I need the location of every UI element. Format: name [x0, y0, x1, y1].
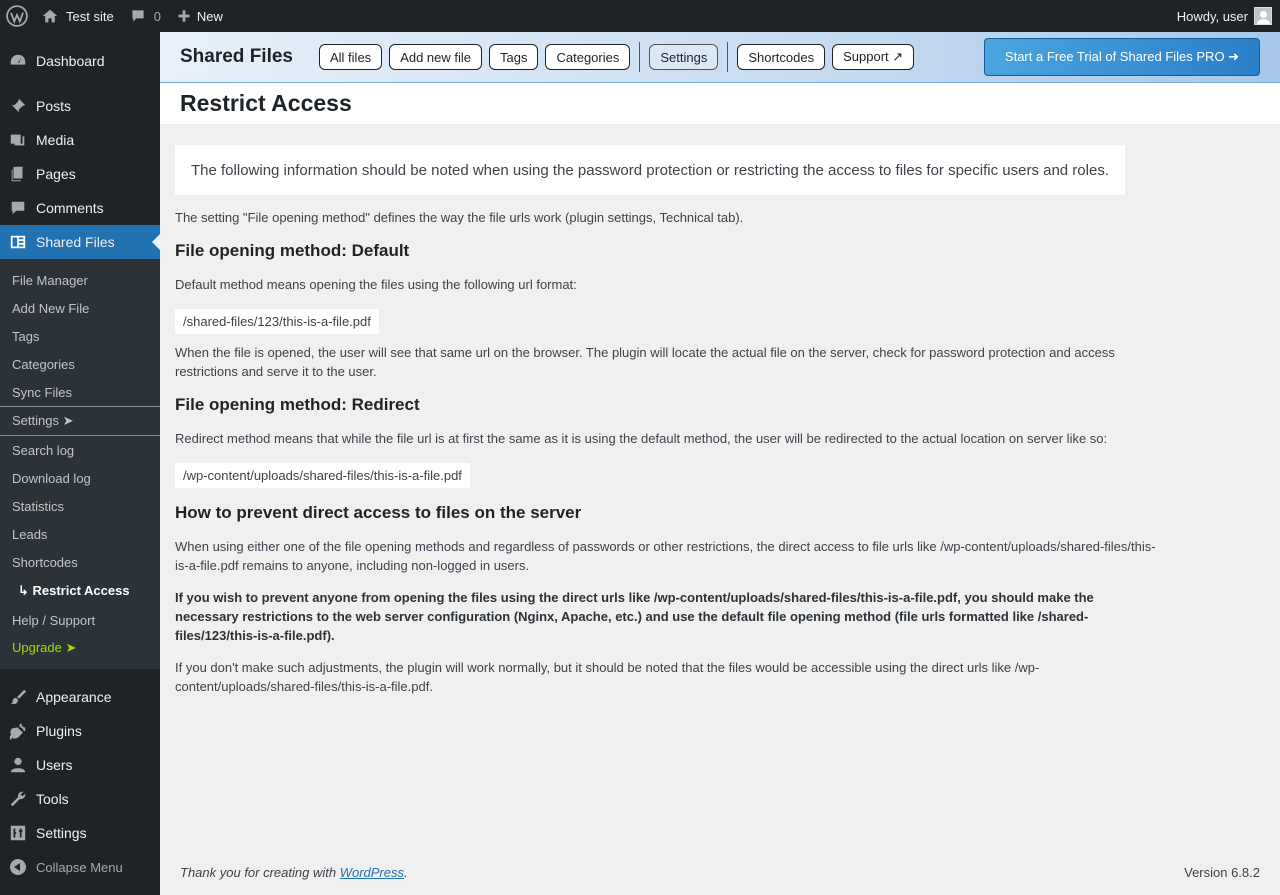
heading-default: File opening method: Default [175, 241, 410, 260]
menu-label: Pages [36, 166, 76, 182]
admin-bar [0, 0, 1280, 32]
info-notice: The following information should be noted when using the password protection or restricting the access to files for specific users and roles. [175, 145, 1125, 195]
plugin-brand: Shared Files [180, 46, 293, 67]
media-icon [0, 131, 36, 149]
add-new-file-button[interactable]: Add new file [389, 44, 482, 70]
wordpress-logo-icon[interactable] [0, 0, 36, 32]
menu-label: Shared Files [36, 234, 115, 250]
menu-shared-files[interactable] [0, 225, 160, 259]
menu-settings[interactable] [0, 816, 160, 850]
pages-icon [0, 165, 36, 183]
submenu-categories[interactable]: Categories [12, 356, 75, 372]
wrench-icon [0, 790, 36, 808]
plugin-icon [0, 722, 36, 740]
collapse-menu-button[interactable] [0, 850, 160, 884]
submenu-settings[interactable]: Settings ➤ [0, 406, 160, 436]
menu-label: Tools [36, 791, 69, 807]
menu-label: Plugins [36, 723, 82, 739]
new-label: New [196, 8, 223, 24]
submenu-statistics[interactable]: Statistics [12, 498, 65, 514]
menu-media[interactable] [0, 123, 160, 157]
footer [180, 865, 1260, 880]
dashboard-icon [0, 52, 36, 70]
submenu-search-log[interactable]: Search log [12, 442, 75, 458]
menu-label: Posts [36, 98, 72, 114]
menu-label: Comments [36, 200, 104, 216]
plus-icon [177, 9, 191, 23]
menu-users[interactable] [0, 748, 160, 782]
header-separator [639, 42, 640, 72]
menu-label: Settings [36, 825, 87, 841]
submenu-help-support[interactable]: Help / Support [12, 612, 96, 628]
site-name: Test site [66, 8, 114, 24]
menu-pages[interactable] [0, 157, 160, 191]
user-icon [0, 756, 36, 774]
avatar [1254, 7, 1272, 25]
heading-prevent: How to prevent direct access to files on the server [175, 503, 582, 522]
pin-icon [0, 97, 36, 115]
plugin-header [160, 32, 1280, 83]
brush-icon [0, 688, 36, 706]
page-title: Restrict Access [180, 90, 352, 116]
submenu-add-new-file[interactable]: Add New File [12, 300, 90, 316]
thanks-prefix: Thank you for creating with [180, 865, 340, 880]
admin-sidebar [0, 32, 160, 895]
new-content-link[interactable] [169, 0, 231, 32]
tags-button[interactable]: Tags [489, 44, 538, 70]
account-menu[interactable] [1169, 0, 1280, 32]
settings-sliders-icon [0, 824, 36, 842]
settings-button[interactable]: Settings [649, 44, 718, 70]
menu-posts[interactable] [0, 89, 160, 123]
howdy-text: Howdy, user [1176, 8, 1248, 24]
title-bar [160, 83, 1280, 124]
support-button[interactable]: Support ↗ [832, 44, 914, 70]
wordpress-link[interactable]: WordPress [339, 865, 404, 880]
submenu-file-manager[interactable]: File Manager [12, 272, 88, 288]
shared-files-icon [0, 233, 36, 251]
comment-icon [130, 8, 146, 24]
menu-label: Appearance [36, 689, 112, 705]
submenu-tags[interactable]: Tags [12, 328, 40, 344]
submenu-download-log[interactable]: Download log [12, 470, 91, 486]
comments-link[interactable] [122, 0, 169, 32]
menu-label: Users [36, 757, 73, 773]
all-files-button[interactable]: All files [319, 44, 382, 70]
submenu-shortcodes[interactable]: Shortcodes [12, 554, 78, 570]
categories-button[interactable]: Categories [545, 44, 630, 70]
menu-dashboard[interactable] [0, 44, 160, 78]
site-name-link[interactable] [36, 0, 122, 32]
redirect-text: Redirect method means that while the file url is at first the same as it is using the default method, the user will be redirected to the actual location on server like so: [175, 431, 1108, 446]
comments-count: 0 [153, 8, 161, 24]
code-default-url: /shared-files/123/this-is-a-file.pdf [175, 309, 379, 334]
shared-files-submenu [0, 259, 160, 669]
intro-text: The setting "File opening method" defines the way the file urls work (plugin settings, Technical tab). [175, 210, 744, 225]
version-text: Version 6.8.2 [1184, 865, 1260, 880]
menu-tools[interactable] [0, 782, 160, 816]
menu-label: Dashboard [36, 53, 105, 69]
default-text-2: When the file is opened, the user will see that same url on the browser. The plugin will locate the actual file on the server, check for password protection and access restrictions and serve it to the user. [175, 345, 1115, 379]
prevent-text-3: If you don't make such adjustments, the plugin will work normally, but it should be noted that the files would be accessible using the direct urls like /wp-content/uploads/shared-files/this-is-a-file.pdf. [175, 660, 1040, 694]
shortcodes-button[interactable]: Shortcodes [737, 44, 825, 70]
collapse-icon [0, 859, 36, 875]
comment-icon [0, 199, 36, 217]
menu-label: Media [36, 132, 75, 148]
submenu-restrict-access[interactable]: ↳ Restrict Access [18, 583, 130, 598]
heading-redirect: File opening method: Redirect [175, 395, 420, 414]
menu-appearance[interactable] [0, 680, 160, 714]
main-content [175, 145, 1160, 696]
header-separator [727, 42, 728, 72]
footer-thanks [180, 865, 408, 880]
submenu-leads[interactable]: Leads [12, 526, 48, 542]
menu-plugins[interactable] [0, 714, 160, 748]
submenu-sync-files[interactable]: Sync Files [12, 384, 72, 400]
menu-comments[interactable] [0, 191, 160, 225]
home-icon [42, 8, 58, 24]
prevent-text-2: If you wish to prevent anyone from opening the files using the direct urls like /wp-content/uploads/shared-files/this-is-a-file.pdf, you should make the necessary restrictions to the web server configuration (Nginx, Apache, etc.) and use the default file opening method (file urls formatted like /shared-files/123/this-is-a-file.pdf). [175, 590, 1094, 643]
code-redirect-url: /wp-content/uploads/shared-files/this-is-a-file.pdf [175, 463, 470, 488]
collapse-label: Collapse Menu [36, 859, 123, 875]
prevent-text-1: When using either one of the file opening methods and regardless of passwords or other restrictions, the direct access to file urls like /wp-content/uploads/shared-files/this-is-a-file.pdf remains to anyone, including non-logged in users. [175, 539, 1156, 573]
submenu-upgrade[interactable]: Upgrade ➤ [12, 640, 77, 655]
default-text: Default method means opening the files using the following url format: [175, 277, 577, 292]
pro-trial-button[interactable]: Start a Free Trial of Shared Files PRO ➜ [984, 38, 1260, 76]
thanks-suffix: . [404, 865, 408, 880]
